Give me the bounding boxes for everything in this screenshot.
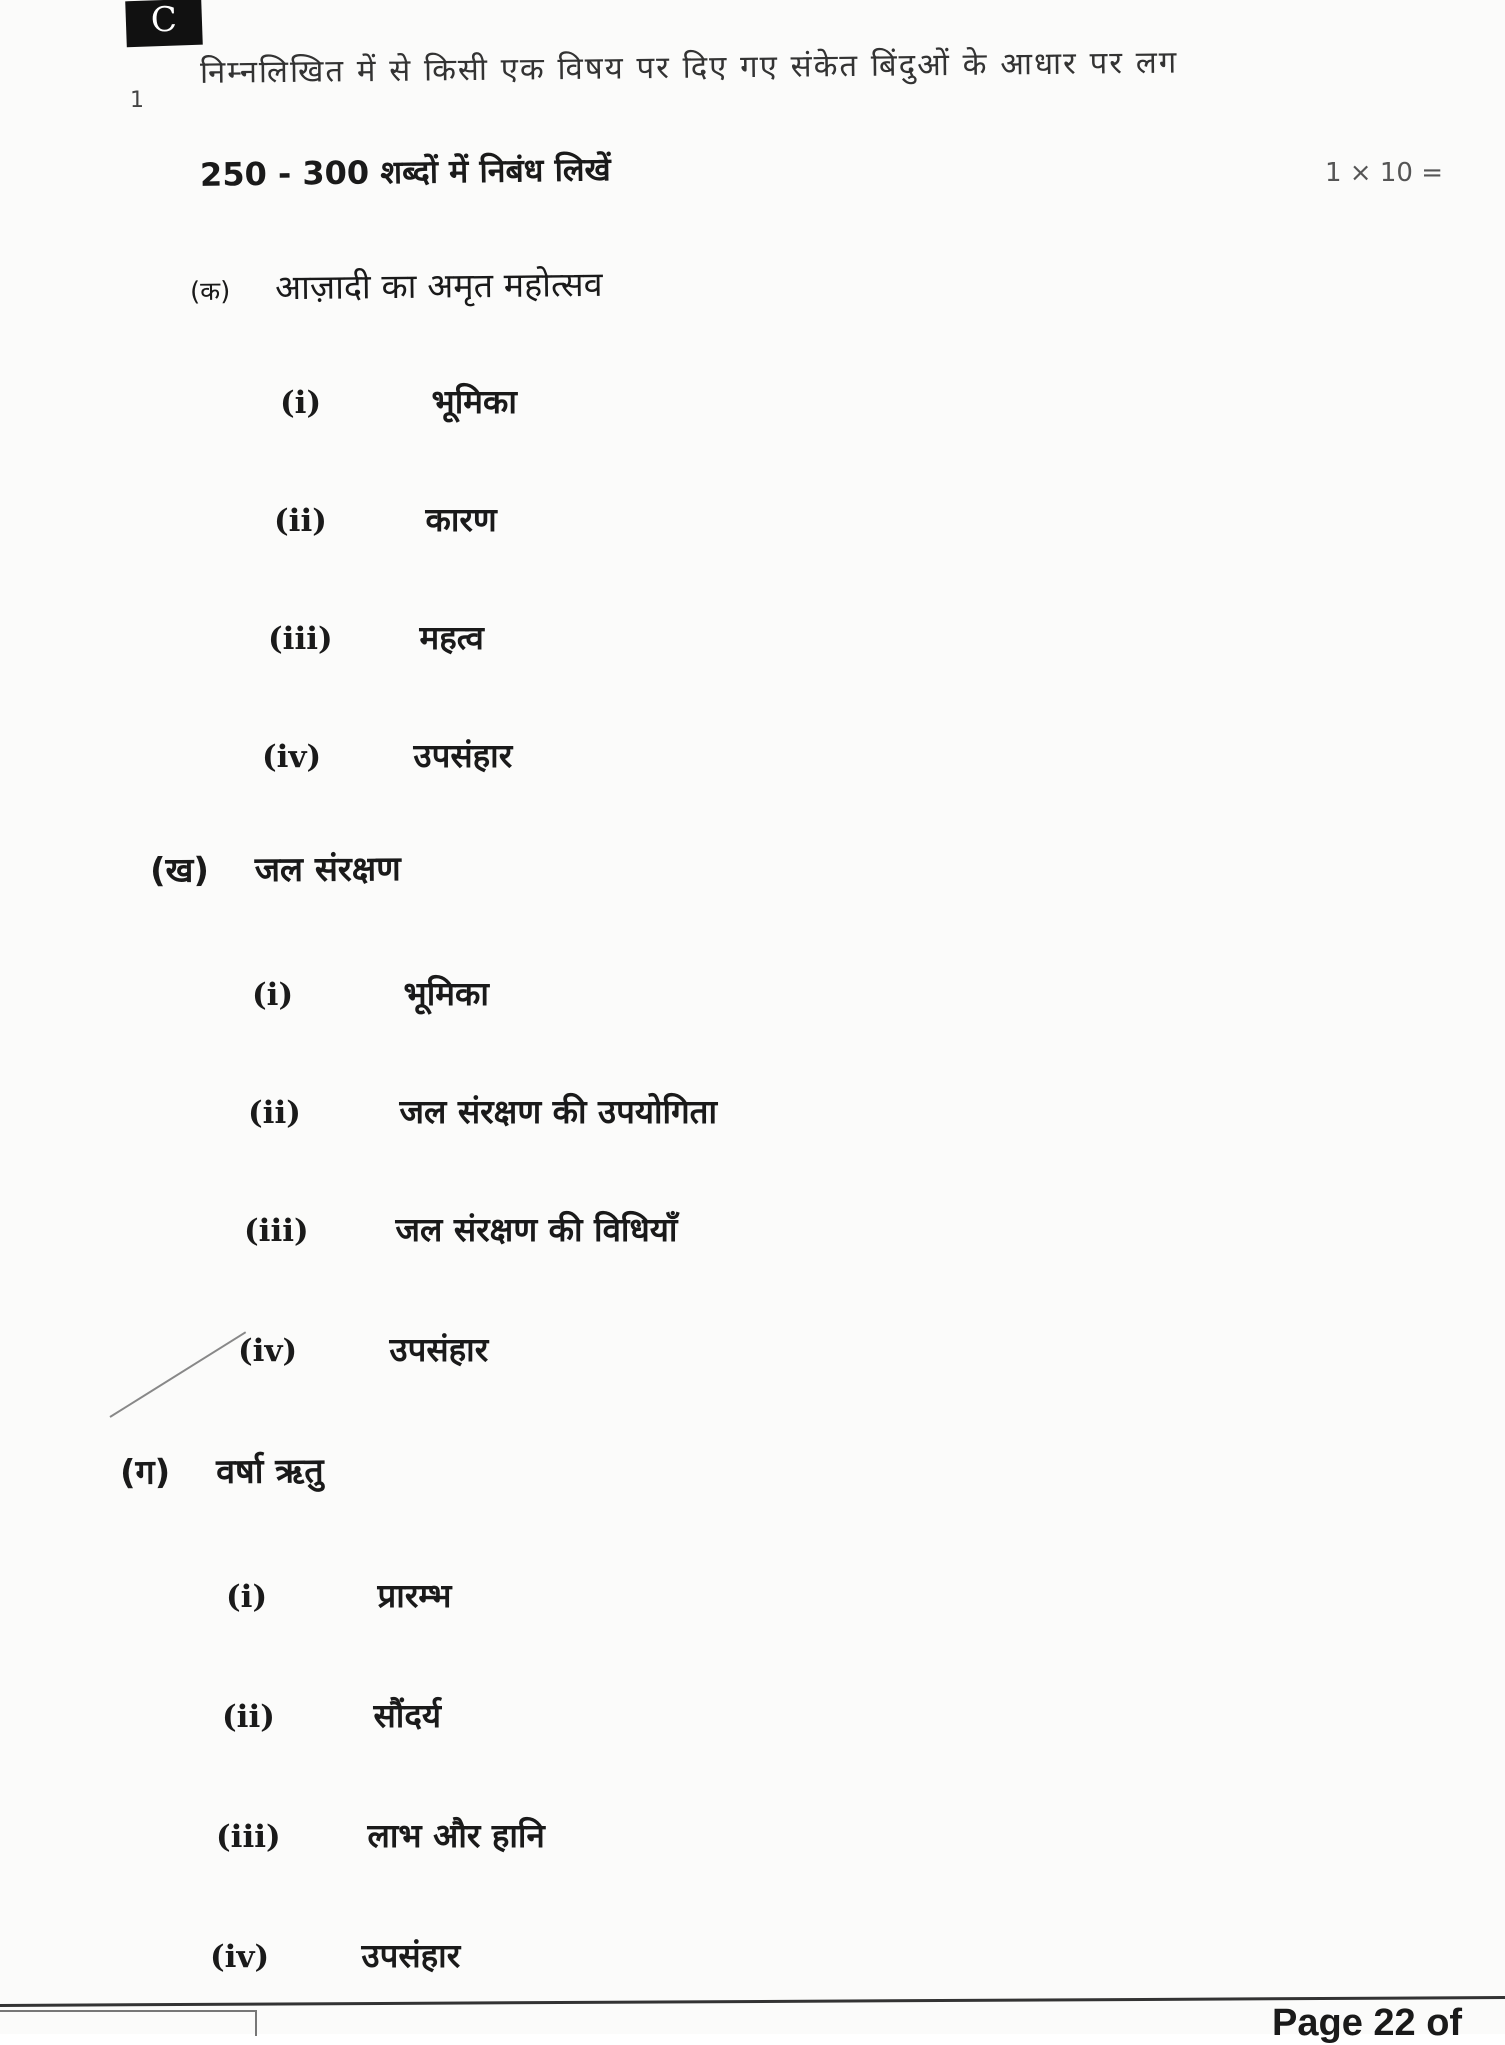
topic-point	[274, 496, 497, 541]
topic-title: जल संरक्षण	[254, 849, 401, 891]
point-number: (ii)	[222, 1699, 275, 1735]
topic-point	[268, 614, 484, 659]
point-number: (iii)	[268, 621, 333, 657]
point-text: उपसंहार	[361, 1936, 461, 1975]
point-text: जल संरक्षण की विधियाँ	[395, 1210, 678, 1249]
pen-tick-mark	[109, 1331, 246, 1417]
point-number: (ii)	[274, 503, 327, 539]
question-instruction-line1: निम्नलिखित में से किसी एक विषय पर दिए गए संकेत बिंदुओं के आधार पर लग	[199, 44, 1179, 91]
point-number: (i)	[280, 385, 322, 421]
point-text: प्रारम्भ	[377, 1576, 452, 1615]
question-number: 1	[130, 88, 144, 113]
point-text: जल संरक्षण की उपयोगिता	[399, 1092, 718, 1131]
point-number: (i)	[252, 977, 294, 1013]
topic-ka	[190, 260, 603, 310]
page-number-label: Page 22 of	[1272, 2002, 1463, 2044]
point-text: लाभ और हानि	[367, 1816, 545, 1855]
topic-point	[210, 1932, 460, 1977]
point-text: उपसंहार	[389, 1330, 489, 1369]
section-badge: C	[125, 0, 203, 47]
topic-label: (ग)	[119, 1452, 171, 1493]
point-text: सौंदर्य	[373, 1696, 442, 1735]
topic-kha	[150, 844, 401, 892]
point-number: (i)	[226, 1579, 268, 1615]
topic-point	[252, 970, 489, 1015]
topic-point	[238, 1326, 488, 1371]
topic-label: (ख)	[149, 850, 210, 891]
question-instruction-line2: 250 - 300 शब्दों में निबंध लिखें	[199, 150, 611, 194]
point-text: उपसंहार	[413, 736, 513, 775]
topic-point	[226, 1572, 451, 1617]
topic-point	[280, 378, 517, 423]
topic-point	[216, 1812, 545, 1857]
footer-code-box	[0, 2010, 257, 2036]
point-text: कारण	[425, 500, 497, 539]
topic-point	[248, 1088, 717, 1133]
topic-label: (क)	[189, 276, 231, 308]
point-number: (iv)	[262, 739, 322, 775]
question-marks: 1 × 10 =	[1325, 158, 1443, 188]
point-text: भूमिका	[403, 974, 489, 1013]
point-number: (iii)	[216, 1819, 281, 1855]
point-text: महत्व	[419, 618, 484, 657]
topic-point	[262, 732, 512, 777]
topic-ga	[120, 1446, 324, 1494]
point-number: (ii)	[248, 1095, 301, 1131]
topic-point	[244, 1206, 677, 1251]
topic-point	[222, 1692, 441, 1737]
point-number: (iv)	[210, 1939, 270, 1975]
topic-title: वर्षा ऋतु	[215, 1451, 324, 1493]
point-number: (iv)	[238, 1333, 298, 1369]
topic-title: आज़ादी का अमृत महोत्सव	[274, 264, 603, 309]
point-number: (iii)	[244, 1213, 309, 1249]
point-text: भूमिका	[431, 382, 517, 421]
